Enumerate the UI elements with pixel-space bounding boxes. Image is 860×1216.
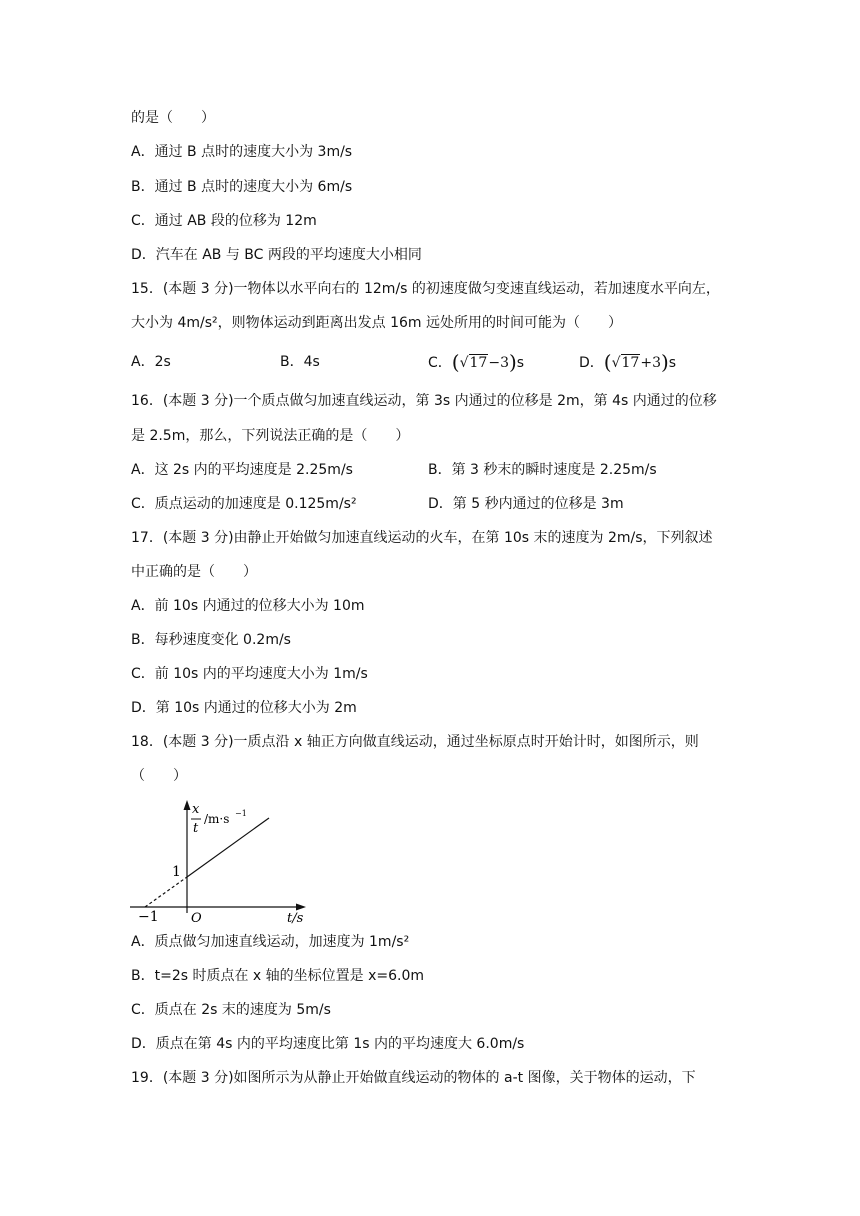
- q17-stem-line1: 17．(本题 3 分)由静止开始做匀加速直线运动的火车，在第 10s 末的速度为 2m/s，下列叙述: [131, 530, 713, 546]
- q18-option-c: C．质点在 2s 末的速度为 5m/s: [131, 1002, 331, 1018]
- q16-stem-line2: 是 2.5m，那么，下列说法正确的是（ ）: [131, 428, 410, 444]
- q15-option-d-rest: +3: [640, 355, 661, 371]
- x-axis-arrow: [296, 904, 306, 911]
- q18-option-b: B．t=2s 时质点在 x 轴的坐标位置是 x=6.0m: [131, 968, 425, 984]
- q18-option-d: D．质点在第 4s 内的平均速度比第 1s 内的平均速度大 6.0m/s: [131, 1036, 525, 1052]
- q14-option-d: D．汽车在 AB 与 BC 两段的平均速度大小相同: [131, 247, 422, 263]
- q15-option-d: [579, 352, 676, 373]
- q16-stem-line1: 16．(本题 3 分)一个质点做匀加速直线运动，第 3s 内通过的位移是 2m，第 4s 内通过的位移: [131, 393, 717, 409]
- q18-option-a: A．质点做匀加速直线运动，加速度为 1m/s²: [131, 934, 410, 950]
- y-intercept-label: 1: [172, 864, 181, 880]
- q19-stem-line1: 19．(本题 3 分)如图所示为从静止开始做直线运动的物体的 a-t 图像，关于物体的运动，下: [131, 1070, 696, 1086]
- x-label: t/s: [287, 911, 304, 925]
- q14-option-c: C．通过 AB 段的位移为 12m: [131, 213, 317, 229]
- q14-option-a: A．通过 B 点时的速度大小为 3m/s: [131, 144, 353, 160]
- q18-graph: [130, 795, 310, 925]
- q15-option-c-expr: (√17−3): [451, 350, 517, 374]
- y-axis-arrow: [184, 800, 191, 810]
- q15-stem-line2: 大小为 4m/s²，则物体运动到距离出发点 16m 远处所用的时间可能为（ ）: [131, 315, 622, 331]
- graph-line-dashed: [145, 877, 187, 907]
- q15-option-d-expr: (√17+3): [603, 350, 669, 374]
- q15-option-d-unit: s: [668, 355, 677, 371]
- q16-option-a: A．这 2s 内的平均速度是 2.25m/s: [131, 462, 353, 478]
- q17-option-a: A．前 10s 内通过的位移大小为 10m: [131, 598, 365, 614]
- q15-option-a: A．2s: [131, 354, 171, 370]
- q15-option-c-radicand: 17: [469, 355, 488, 371]
- q17-stem-line2: 中正确的是（ ）: [131, 564, 257, 580]
- q16-option-b: B．第 3 秒末的瞬时速度是 2.25m/s: [428, 462, 657, 478]
- q16-option-d: D．第 5 秒内通过的位移是 3m: [428, 496, 624, 512]
- q15-option-d-label: D．: [579, 355, 604, 371]
- q15-option-c: [428, 352, 524, 373]
- q15-option-c-unit: s: [516, 355, 525, 371]
- q17-option-d: D．第 10s 内通过的位移大小为 2m: [131, 700, 357, 716]
- q17-option-c: C．前 10s 内的平均速度大小为 1m/s: [131, 666, 368, 682]
- q15-option-c-label: C．: [428, 355, 452, 371]
- y-label-numerator: x: [192, 802, 200, 817]
- q15-stem-line1: 15．(本题 3 分)一物体以水平向右的 12m/s 的初速度做匀变速直线运动，若加速度水平向左，: [131, 281, 720, 297]
- y-label-denominator: t: [193, 821, 199, 836]
- q15-option-c-rest: −3: [488, 355, 509, 371]
- q17-option-b: B．每秒速度变化 0.2m/s: [131, 632, 291, 648]
- origin-label: O: [191, 911, 202, 925]
- graph-line-solid: [187, 818, 269, 877]
- q15-option-b: B．4s: [280, 354, 320, 370]
- q14-option-b: B．通过 B 点时的速度大小为 6m/s: [131, 179, 353, 195]
- q16-option-c: C．质点运动的加速度是 0.125m/s²: [131, 496, 357, 512]
- q15-option-d-radicand: 17: [621, 355, 640, 371]
- q14-stem-tail: 的是（ ）: [131, 110, 215, 126]
- x-intercept-label: −1: [138, 909, 159, 925]
- q18-stem-line1: 18．(本题 3 分)一质点沿 x 轴正方向做直线运动，通过坐标原点时开始计时，如图所示，则: [131, 734, 699, 750]
- y-label-exponent: −1: [235, 809, 247, 818]
- q18-stem-line2: （ ）: [131, 768, 187, 784]
- y-label-unit: /m·s: [204, 812, 230, 826]
